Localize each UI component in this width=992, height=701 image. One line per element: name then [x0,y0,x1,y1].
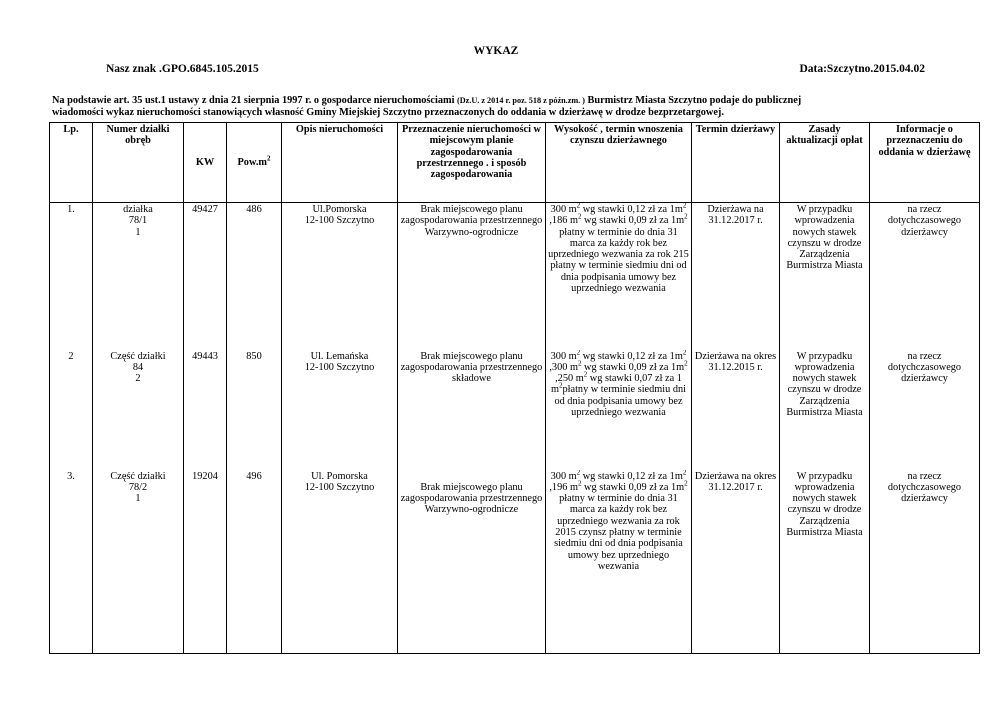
row-zasady: W przypadku wprowadzenia nowych stawek czynszu w drodze Zarządzenia Burmistrza Miasta [780,470,870,654]
row-termin: Dzierżawa na okres 31.12.2017 r. [692,470,780,654]
header-wysokosc: Wysokość , termin wnoszenia czynszu dzierżawnego [546,123,692,203]
header-kw: KW [184,123,227,203]
row-lp: 3. [50,470,93,654]
table-row [50,350,980,470]
header-zasady: Zasady aktualizacji opłat [780,123,870,203]
document-title: WYKAZ [473,45,519,57]
row-zasady: W przypadku wprowadzenia nowych stawek czynszu w drodze Zarządzenia Burmistrza Miasta [780,203,870,350]
row-termin: Dzierżawa na okres 31.12.2015 r. [692,350,780,470]
table-row [50,203,980,350]
property-table [49,122,980,654]
row-pow: 496 [227,470,282,654]
row-kw: 19204 [184,470,227,654]
header-numer: Numer działki obręb [93,123,184,203]
document-date: Data:Szczytno.2015.04.02 [799,63,925,75]
header-opis: Opis nieruchomości [282,123,398,203]
row-opis: Ul. Lemańska 12-100 Szczytno [282,350,398,470]
row-zasady: W przypadku wprowadzenia nowych stawek czynszu w drodze Zarządzenia Burmistrza Miasta [780,350,870,470]
header-przeznaczenie: Przeznaczenie nieruchomości w miejscowym planie zagospodarowania przestrzennego . i sposób zagospodarowania [398,123,546,203]
row-wysokosc: 300 $m^2$ wg stawki 0,12 zł za $1m^2$ ,196 $m^2$ wg stawki 0,09 zł za $1m^2$ płatny w terminie do dnia 31 marca za każdy rok bez uprzedniego wezwania za rok 2015 czynsz płatny w terminie siedmiu dni od dnia podpisania umowy bez uprzedniego wezwania [546,470,692,654]
intro-line-1: Na podstawie art. 35 ust.1 ustawy z dnia 21 sierpnia 1997 r. o gospodarce nieruchomościami (Dz.U. z 2014 r. poz. 518 z późn.zm. ) Burmistrz Miasta Szczytno podaje do publicznej [52,95,802,106]
header-pow: $Pow.m^2$ [227,123,282,203]
table-header-row [50,123,980,203]
row-informacje: na rzecz dotychczasowego dzierżawcy [870,470,980,654]
row-wysokosc: 300 $m^2$ wg stawki 0,12 zł za $1m^2$ ,300 $m^2$ wg stawki 0,09 zł za $1m^2$ ,250 $m^2$ wg stawki 0,07 zł za 1 $m^2płatny$ w terminie siedmiu dni od dnia podpisania umowy bez uprzedniego wezwania [546,350,692,470]
row-wysokosc: 300 $m^2$ wg stawki 0,12 zł za $1m^2$ ,186 $m^2$ wg stawki 0,09 zł za $1m^2$ płatny w terminie do dnia 31 marca za każdy rok bez uprzedniego wezwania za rok 215 płatny w terminie siedmiu dni od dnia podpisania umowy bez uprzedniego wezwania [546,203,692,350]
row-informacje: na rzecz dotychczasowego dzierżawcy [870,203,980,350]
row-numer: działka 78/1 1 [93,203,184,350]
row-numer: Część działki 84 2 [93,350,184,470]
row-przeznaczenie: Brak miejscowego planu zagospodarowania przestrzennego składowe [398,350,546,470]
row-pow: 486 [227,203,282,350]
row-przeznaczenie: Brak miejscowego planu zagospodarowania przestrzennego Warzywno-ogrodnicze [398,203,546,350]
table-row [50,470,980,654]
row-kw: 49443 [184,350,227,470]
row-lp: 2 [50,350,93,470]
row-pow: 850 [227,350,282,470]
row-opis: Ul. Pomorska 12-100 Szczytno [282,470,398,654]
row-kw: 49427 [184,203,227,350]
row-lp: 1. [50,203,93,350]
row-termin: Dzierżawa na 31.12.2017 r. [692,203,780,350]
row-numer: Część działki 78/2 1 [93,470,184,654]
header-lp: Lp. [50,123,93,203]
row-opis: Ul.Pomorska 12-100 Szczytno [282,203,398,350]
header-termin: Termin dzierżawy [692,123,780,203]
row-informacje: na rzecz dotychczasowego dzierżawcy [870,350,980,470]
intro-line-2: wiadomości wykaz nieruchomości stanowiących własność Gminy Miejskiej Szczytno przeznaczonych do oddania w dzierżawę w drodze bezprzetargowej. [52,106,724,118]
row-przeznaczenie: Brak miejscowego planu zagospodarowania przestrzennego Warzywno-ogrodnicze [398,470,546,654]
intro-paragraph [52,95,952,118]
reference-number: Nasz znak .GPO.6845.105.2015 [106,63,259,75]
header-informacje: Informacje o przeznaczeniu do oddania w dzierżawę [870,123,980,203]
